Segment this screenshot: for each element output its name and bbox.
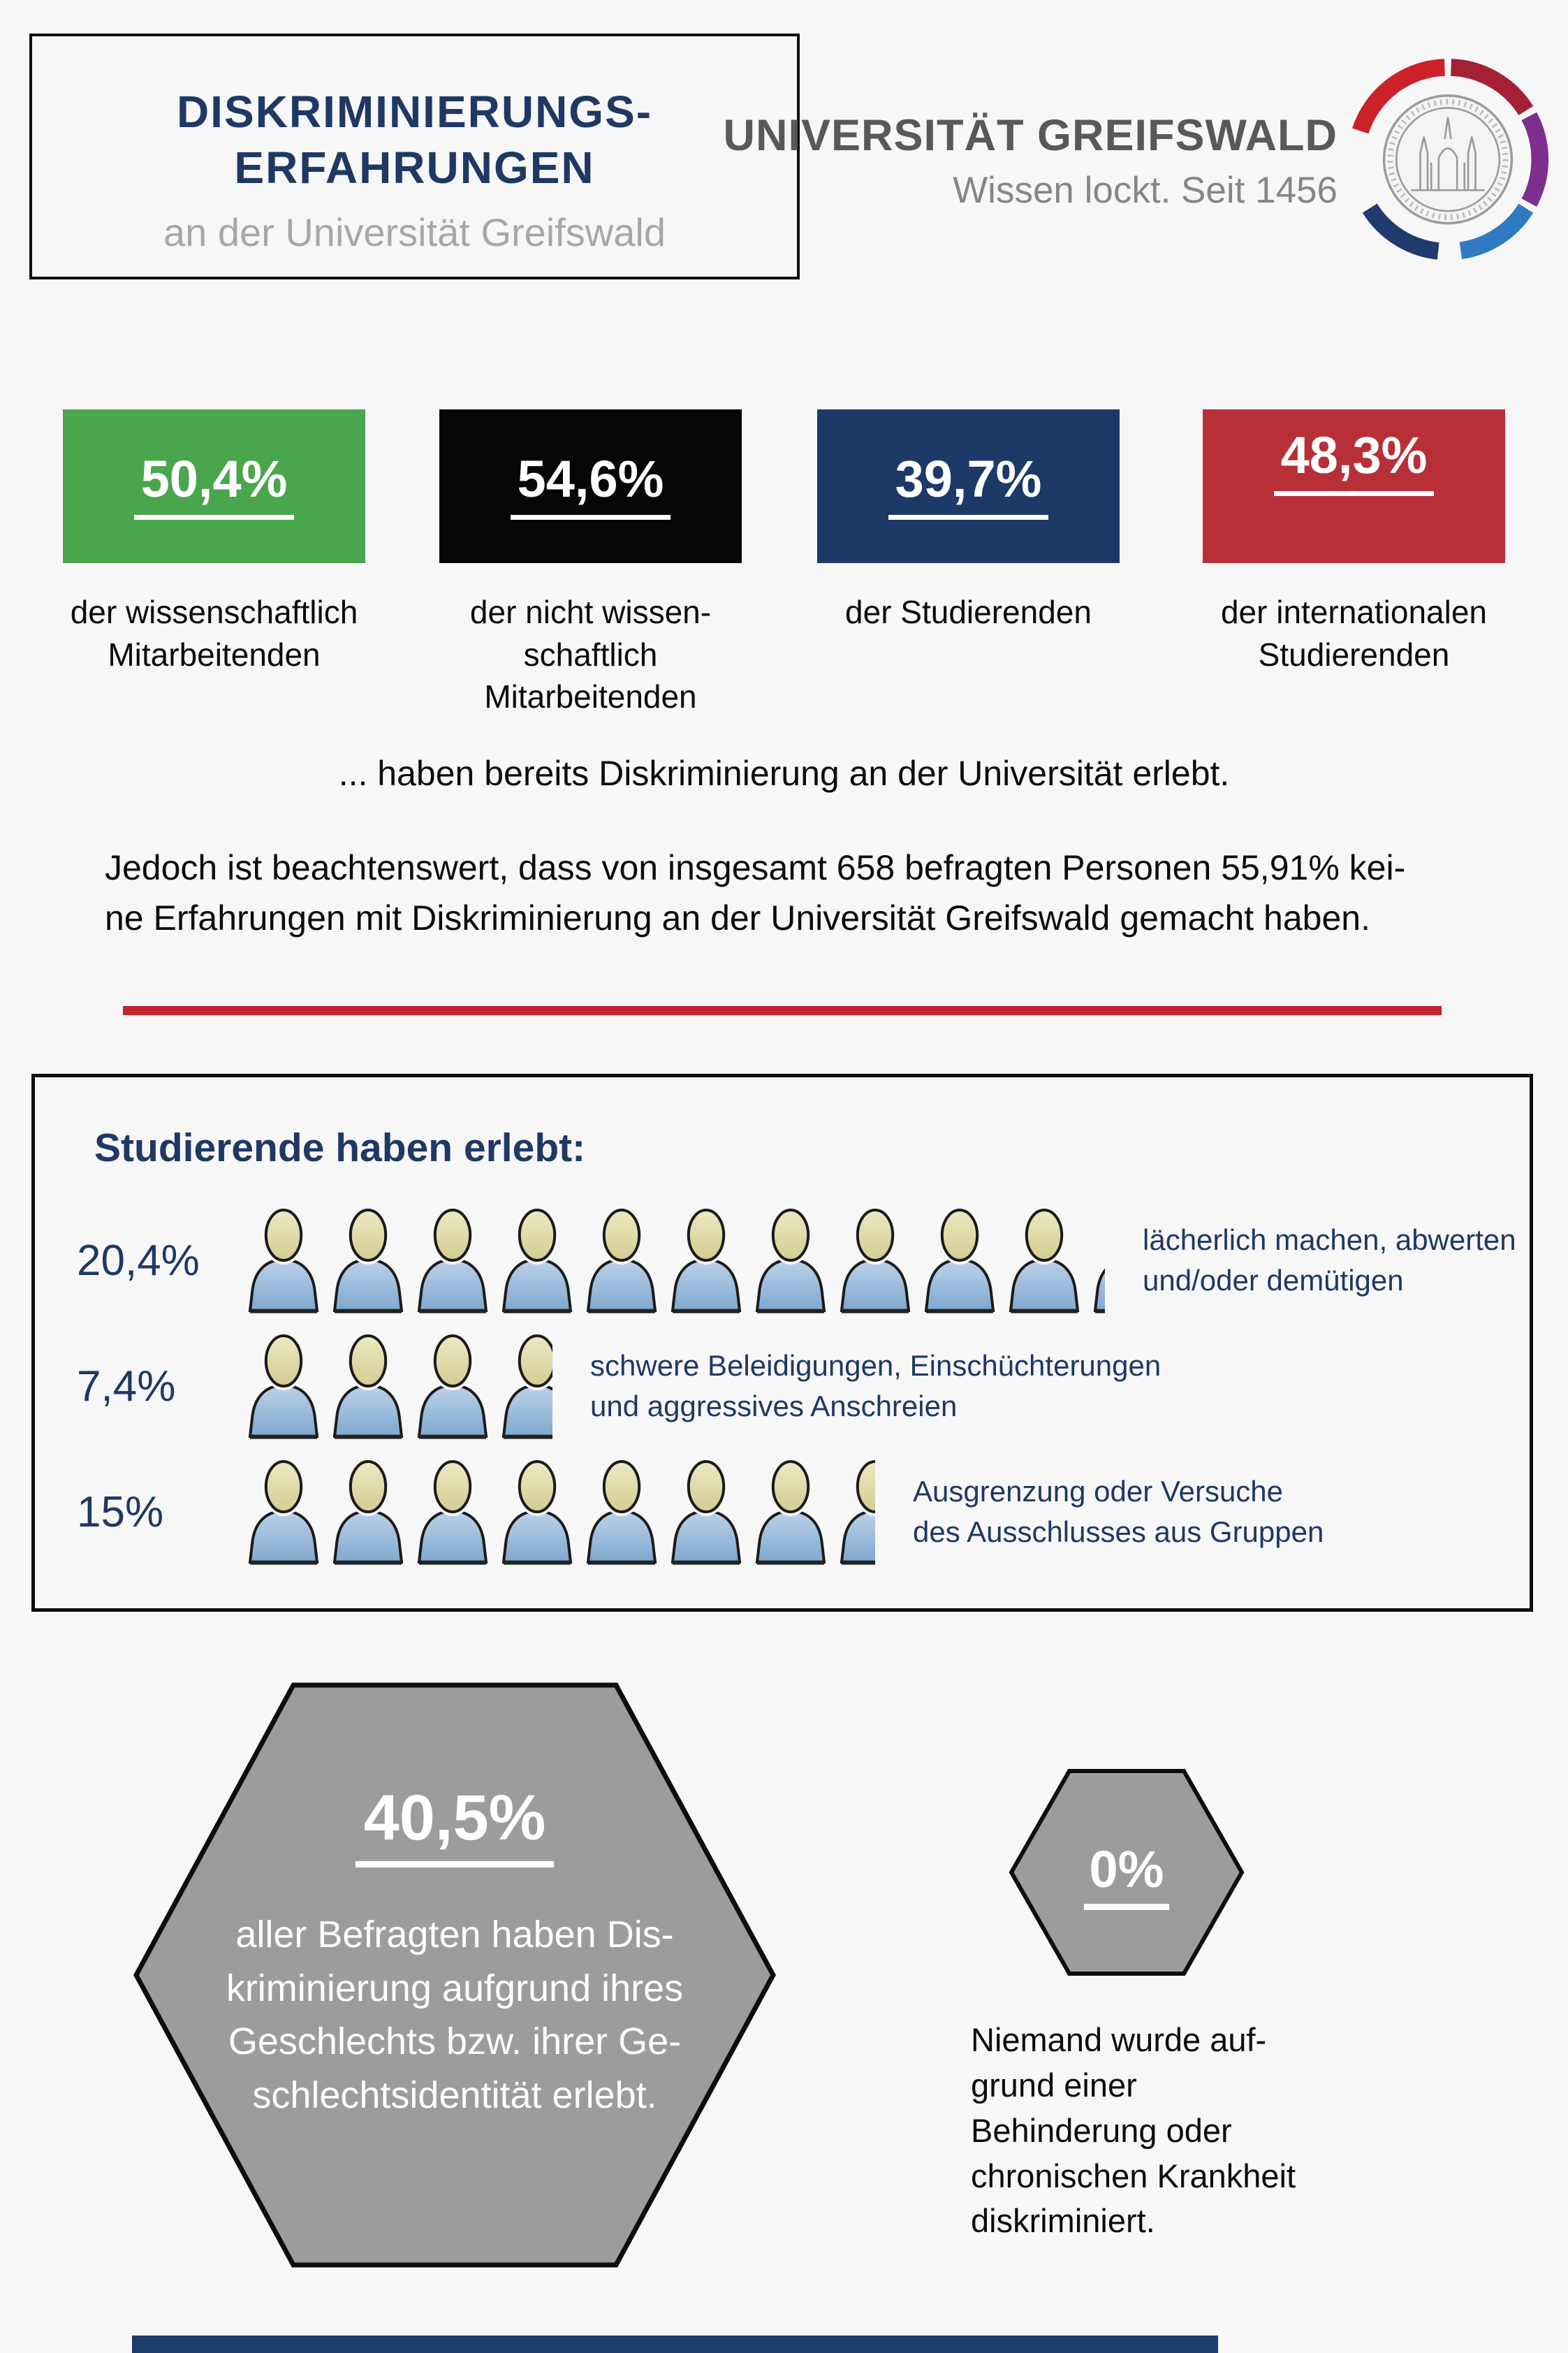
stat-label-line: der nicht wissen- — [469, 594, 712, 630]
hexagon-caption-line: kriminierung aufgrund ihres — [226, 1967, 684, 2009]
person-icon — [582, 1207, 661, 1313]
person-icons — [244, 1333, 559, 1439]
disability-discrimination-hexagon — [1008, 1768, 1245, 1977]
stat-label-line: Mitarbeitenden — [484, 678, 697, 715]
stat-col-nonscientific-staff — [439, 409, 742, 718]
experience-heading: Studierende haben erlebt: — [94, 1125, 586, 1170]
university-name: UNIVERSITÄT GREIFSWALD — [723, 111, 1338, 160]
person-icons — [244, 1459, 881, 1565]
stat-value: 48,3% — [1274, 430, 1435, 496]
person-icon — [836, 1207, 914, 1313]
person-icons — [244, 1207, 1111, 1313]
conclusion-text: ... haben bereits Diskriminierung an der Universität erlebt. — [338, 754, 1230, 793]
caption-line: schwere Beleidigungen, Einschüchterungen — [590, 1349, 1162, 1383]
red-divider — [123, 1006, 1442, 1015]
note-line: ne Erfahrungen mit Diskriminierung an der Universität Greifswald gemacht haben. — [105, 898, 1370, 938]
caption-line: chronischen Krankheit — [971, 2157, 1296, 2194]
page-title-line1: DISKRIMINIERUNGS- — [176, 87, 653, 137]
stat-label-line: der internationalen — [1220, 594, 1488, 630]
hexagon-caption-line: schlechtsidentität erlebt. — [252, 2074, 657, 2117]
experience-value: 7,4% — [77, 1362, 176, 1411]
caption-line: grund einer — [971, 2066, 1137, 2104]
stat-col-international-students — [1203, 409, 1505, 676]
hexagon-caption-line: aller Befragten haben Dis- — [235, 1914, 674, 1955]
note-line: Jedoch ist beachtenswert, dass von insgesamt 658 befragten Personen 55,91% kei- — [105, 848, 1406, 887]
stat-label — [439, 591, 742, 718]
experience-caption — [590, 1346, 1161, 1427]
stat-box-navy — [817, 409, 1120, 563]
person-icon — [582, 1459, 661, 1565]
hexagon-caption-line: Geschlechts bzw. ihrer Ge- — [228, 2020, 682, 2063]
stat-value: 54,6% — [511, 453, 671, 520]
person-icon — [921, 1207, 999, 1313]
hexagon-value: 40,5% — [356, 1786, 555, 1867]
person-icon — [498, 1459, 576, 1565]
person-icon — [1005, 1207, 1083, 1313]
person-icon — [413, 1333, 492, 1439]
person-icon — [413, 1207, 492, 1313]
person-icon — [329, 1459, 407, 1565]
seal-arc-purple — [1529, 116, 1539, 203]
university-tagline: Wissen lockt. Seit 1456 — [953, 170, 1338, 211]
hexagon-text — [1008, 1768, 1245, 1977]
caption-line: Behinderung oder — [971, 2111, 1232, 2149]
stat-col-students — [817, 409, 1120, 634]
university-seal-icon — [1347, 57, 1549, 277]
experience-caption — [913, 1471, 1324, 1552]
hexagon-caption — [132, 1908, 777, 2122]
stat-label-line: der wissenschaftlich — [70, 594, 358, 630]
stat-label — [817, 591, 1120, 634]
person-icon — [667, 1207, 745, 1313]
caption-line: Ausgrenzung oder Versuche — [913, 1475, 1284, 1508]
person-icon — [498, 1207, 576, 1313]
stat-box-green — [63, 409, 365, 563]
stat-box-black — [439, 409, 742, 563]
caption-line: lächerlich machen, abwerten — [1143, 1223, 1516, 1257]
experience-value: 15% — [77, 1487, 164, 1536]
stat-label — [63, 591, 365, 676]
stat-label — [1203, 591, 1505, 676]
stat-label-line: schaftlich — [523, 636, 658, 673]
stat-value: 50,4% — [134, 453, 295, 520]
person-icon — [752, 1459, 830, 1565]
stat-label-line: Mitarbeitenden — [108, 636, 321, 673]
stat-box-red — [1203, 409, 1505, 563]
disability-caption — [971, 2018, 1418, 2244]
caption-line: diskriminiert. — [971, 2202, 1155, 2240]
person-icon-partial — [836, 1459, 875, 1565]
caption-line: und/oder demütigen — [1143, 1264, 1404, 1297]
stat-col-scientific-staff — [63, 409, 365, 676]
experience-row-insults — [35, 1333, 1530, 1439]
experience-value: 20,4% — [77, 1236, 200, 1285]
person-icon — [244, 1459, 323, 1565]
gender-discrimination-hexagon — [132, 1681, 777, 2269]
person-icon — [244, 1207, 323, 1313]
footer-accent-bar — [132, 2336, 1218, 2353]
person-icon — [329, 1333, 407, 1439]
stat-value: 39,7% — [888, 453, 1049, 520]
hexagon-text — [132, 1681, 777, 2269]
experience-caption — [1143, 1220, 1516, 1301]
hexagon-value: 0% — [1084, 1844, 1170, 1910]
university-logo-text — [723, 110, 1338, 212]
person-icon-partial — [1090, 1207, 1105, 1313]
page-title-line2: ERFAHRUNGEN — [234, 143, 595, 193]
page-subtitle: an der Universität Greifswald — [163, 210, 666, 254]
person-icon — [413, 1459, 492, 1565]
experience-row-exclusion — [35, 1459, 1530, 1565]
title-box — [29, 34, 800, 279]
person-icon — [329, 1207, 407, 1313]
caption-line: des Ausschlusses aus Gruppen — [913, 1515, 1324, 1548]
stat-label-line: Studierenden — [1258, 636, 1450, 673]
caption-line: Niemand wurde auf- — [971, 2021, 1267, 2058]
person-icon — [752, 1207, 830, 1313]
students-experience-box — [31, 1074, 1533, 1612]
stat-label-line: der Studierenden — [845, 594, 1092, 630]
person-icon — [244, 1333, 323, 1439]
caption-line: und aggressives Anschreien — [590, 1390, 958, 1422]
note-paragraph — [105, 843, 1488, 943]
experience-row-ridicule — [35, 1207, 1530, 1313]
person-icon — [667, 1459, 745, 1565]
person-icon-partial — [498, 1333, 552, 1439]
